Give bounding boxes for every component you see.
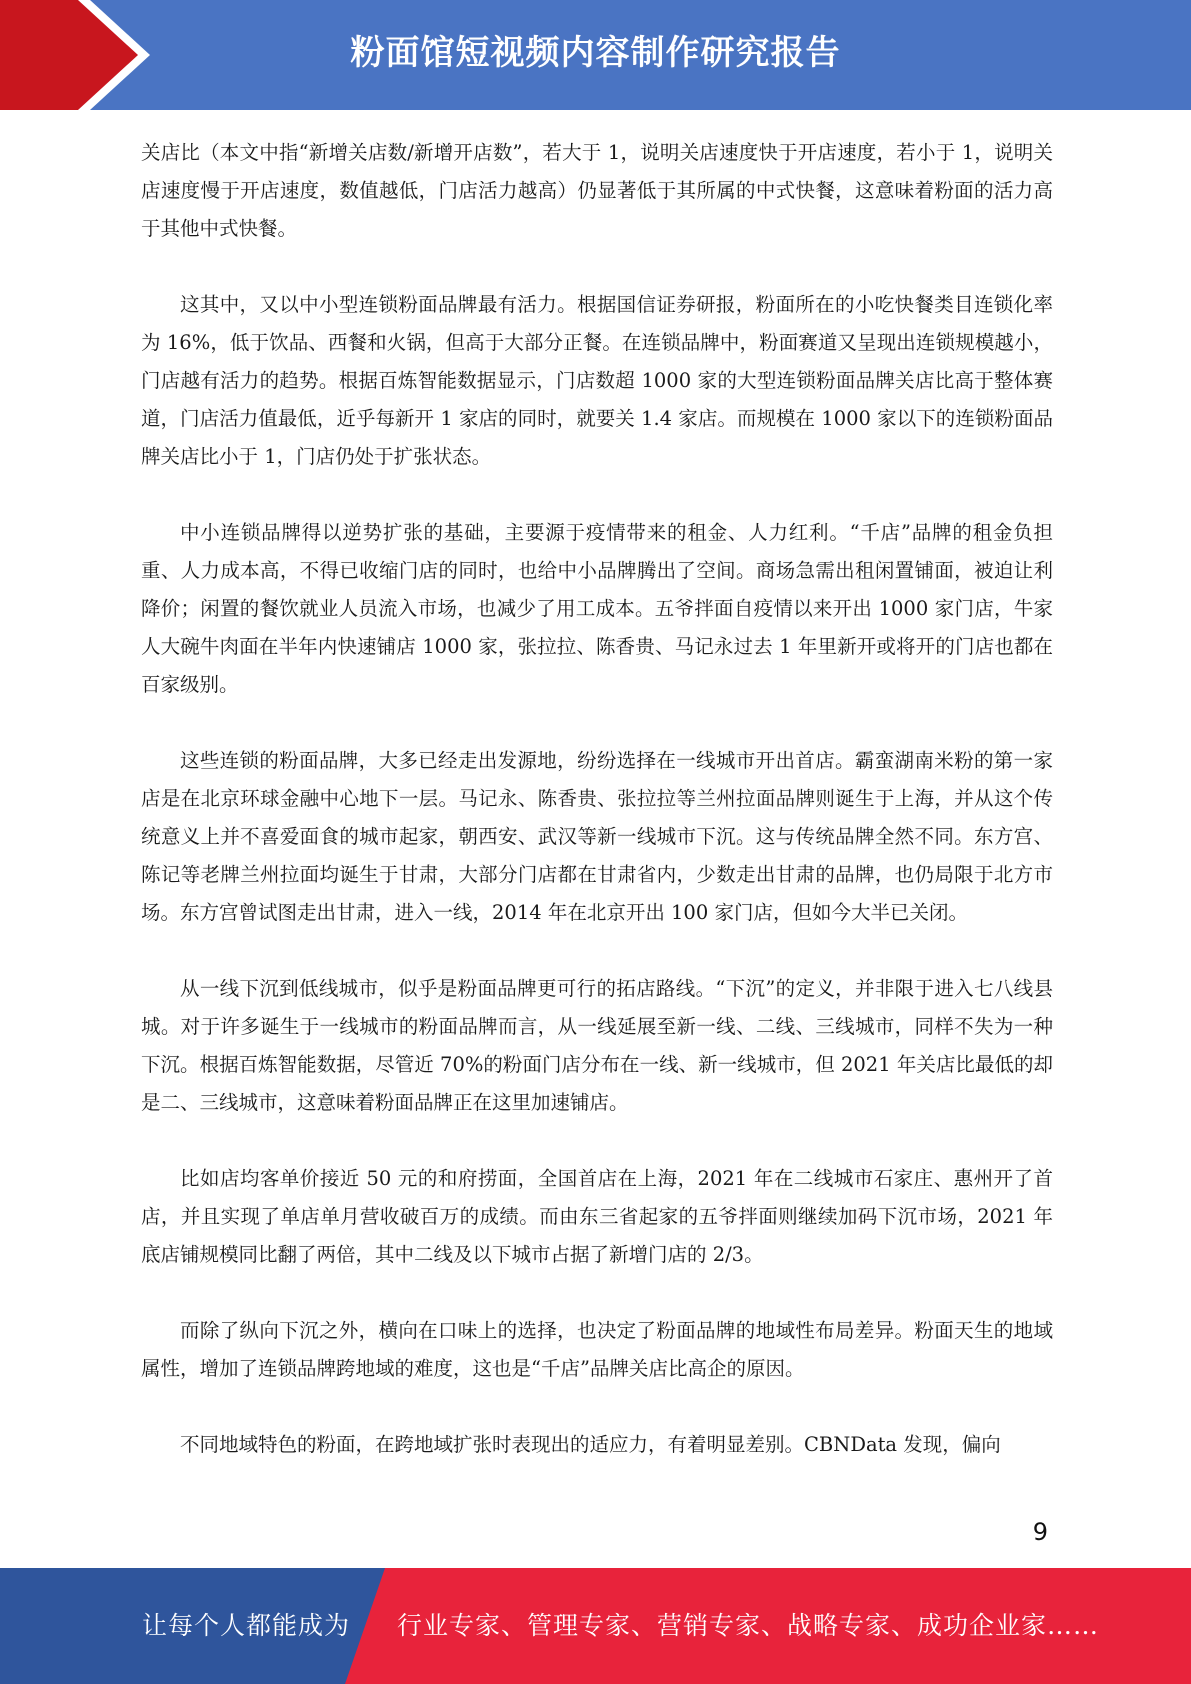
footer-slogan-right: 行业专家、管理专家、营销专家、战略专家、成功企业家…… bbox=[397, 1611, 1100, 1640]
paragraph: 不同地域特色的粉面，在跨地域扩张时表现出的适应力，有着明显差别。CBNData 发现，偏向 bbox=[180, 1433, 1001, 1456]
page-number: 9 bbox=[1032, 1518, 1048, 1546]
article-body bbox=[141, 134, 1053, 1502]
page-header bbox=[0, 0, 1191, 110]
report-title: 粉面馆短视频内容制作研究报告 bbox=[350, 33, 841, 73]
paragraph: 从一线下沉到低线城市，似乎是粉面品牌更可行的拓店路线。“下沉”的定义，并非限于进入七八线县城。对于许多诞生于一线城市的粉面品牌而言，从一线延展至新一线、二线、三线城市，同样不失为一种下沉。根据百炼智能数据，尽管近 70%的粉面门店分布在一线、新一线城市，但 2021 年关店比最低的却是二、三线城市，这意味着粉面品牌正在这里加速铺店。 bbox=[141, 977, 1053, 1114]
page-footer bbox=[0, 1568, 1191, 1684]
paragraph: 这其中，又以中小型连锁粉面品牌最有活力。根据国信证券研报，粉面所在的小吃快餐类目连锁化率为 16%，低于饮品、西餐和火锅，但高于大部分正餐。在连锁品牌中，粉面赛道又呈现出连锁规模越小，门店越有活力的趋势。根据百炼智能数据显示，门店数超 1000 家的大型连锁粉面品牌关店比高于整体赛道，门店活力值最低，近乎每新开 1 家店的同时，就要关 1.4 家店。而规模在 1000 家以下的连锁粉面品牌关店比小于 1，门店仍处于扩张状态。 bbox=[141, 293, 1053, 468]
paragraph: 比如店均客单价接近 50 元的和府捞面，全国首店在上海，2021 年在二线城市石家庄、惠州开了首店，并且实现了单店单月营收破百万的成绩。而由东三省起家的五爷拌面则继续加码下沉市场，2021 年底店铺规模同比翻了两倍，其中二线及以下城市占据了新增门店的 2/3。 bbox=[141, 1167, 1053, 1266]
footer-slogan-left: 让每个人都能成为 bbox=[142, 1611, 351, 1640]
paragraph: 中小连锁品牌得以逆势扩张的基础，主要源于疫情带来的租金、人力红利。“千店”品牌的租金负担重、人力成本高，不得已收缩门店的同时，也给中小品牌腾出了空间。商场急需出租闲置铺面，被迫让利降价；闲置的餐饮就业人员流入市场，也减少了用工成本。五爷拌面自疫情以来开出 1000 家门店，牛家人大碗牛肉面在半年内快速铺店 1000 家，张拉拉、陈香贵、马记永过去 1 年里新开或将开的门店也都在百家级别。 bbox=[141, 521, 1053, 696]
paragraph: 而除了纵向下沉之外，横向在口味上的选择，也决定了粉面品牌的地域性布局差异。粉面天生的地域属性，增加了连锁品牌跨地域的难度，这也是“千店”品牌关店比高企的原因。 bbox=[141, 1319, 1053, 1380]
paragraph: 关店比（本文中指“新增关店数/新增开店数”，若大于 1，说明关店速度快于开店速度，若小于 1，说明关店速度慢于开店速度，数值越低，门店活力越高）仍显著低于其所属的中式快餐，这意味着粉面的活力高于其他中式快餐。 bbox=[141, 141, 1053, 240]
paragraph: 这些连锁的粉面品牌，大多已经走出发源地，纷纷选择在一线城市开出首店。霸蛮湖南米粉的第一家店是在北京环球金融中心地下一层。马记永、陈香贵、张拉拉等兰州拉面品牌则诞生于上海，并从这个传统意义上并不喜爱面食的城市起家，朝西安、武汉等新一线城市下沉。这与传统品牌全然不同。东方宫、陈记等老牌兰州拉面均诞生于甘肃，大部分门店都在甘肃省内，少数走出甘肃的品牌，也仍局限于北方市场。东方宫曾试图走出甘肃，进入一线，2014 年在北京开出 100 家门店，但如今大半已关闭。 bbox=[141, 749, 1053, 924]
